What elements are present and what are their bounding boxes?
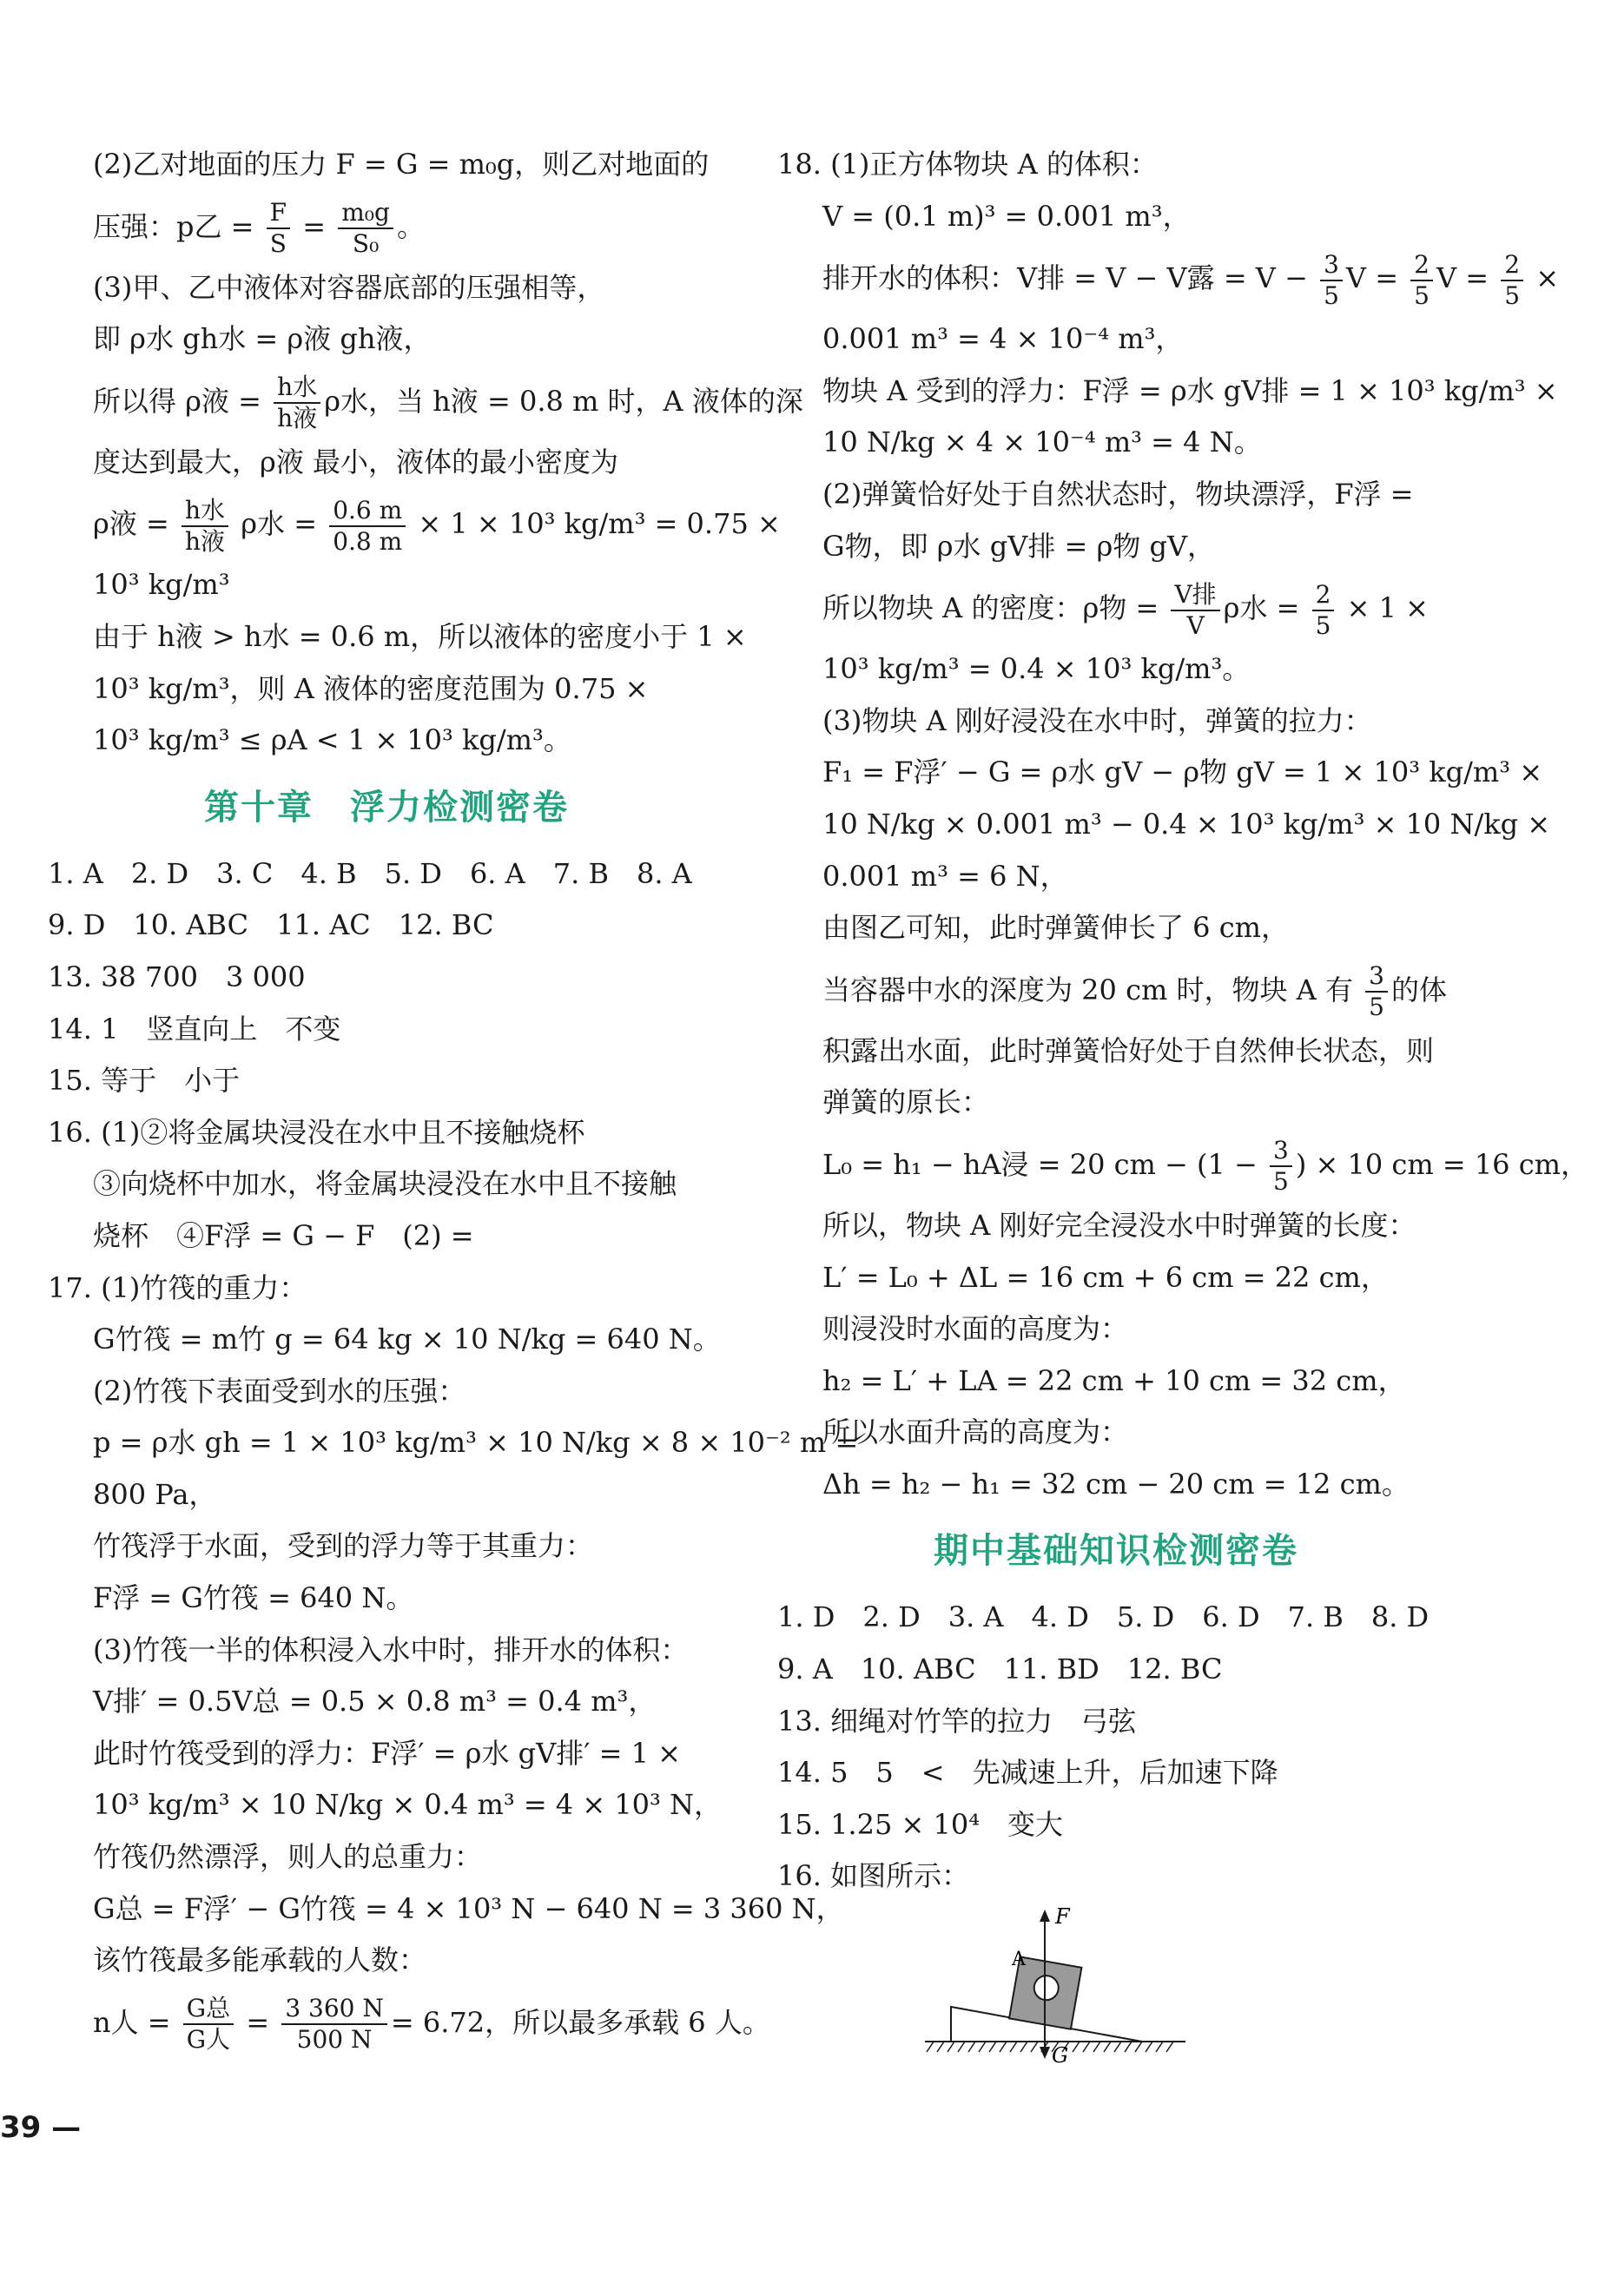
- text-line: 竹筏浮于水面，受到的浮力等于其重力：: [93, 1529, 594, 1563]
- text-line: 度达到最大，ρ液 最小，液体的最小密度为: [93, 445, 618, 478]
- fraction: $\frac{0.6 m}{0.8 m}$: [329, 496, 406, 557]
- answer-line: 9. A 10. ABC 11. BD 12. BC: [777, 1653, 1223, 1686]
- answer-line: 18. (1)正方体物块 A 的体积：: [777, 148, 1158, 181]
- density-formula: 所以物块 A 的密度：ρ物 = $\frac{\text{V排}}{V}$ ρ水 = $\frac{2}{5}$ × 1 ×: [822, 579, 1429, 640]
- fraction: $\frac{\text{G总}}{\text{G人}}$: [183, 1994, 234, 2055]
- text-line: G总 = F浮′ − G竹筏 = 4 × 10³ N − 640 N = 3 360 N，: [93, 1891, 844, 1925]
- answer-line: 9. D 10. ABC 11. AC 12. BC: [48, 908, 494, 942]
- fraction: $\frac{3 360 N}{500 N}$: [281, 1994, 387, 2055]
- text-line: (2)竹筏下表面受到水的压强：: [93, 1374, 466, 1408]
- pressure-formula: 压强：p乙 = $\frac{F}{S}$ = $\frac{\text{m₀g}}{\text{S₀}}$ 。: [93, 198, 425, 259]
- text-line: 则浸没时水面的高度为：: [822, 1312, 1129, 1346]
- text-line: Δh = h₂ − h₁ = 32 cm − 20 cm = 12 cm。: [822, 1467, 1410, 1501]
- text-line: 10 N/kg × 4 × 10⁻⁴ m³ = 4 N。: [822, 426, 1262, 459]
- fraction: $\frac{\text{h水}}{\text{h液}}$: [274, 373, 320, 433]
- text-line: V = (0.1 m)³ = 0.001 m³，: [822, 199, 1191, 233]
- text-line: F₁ = F浮′ − G = ρ水 gV − ρ物 gV = 1 × 10³ kg/m³ ×: [822, 755, 1543, 789]
- text-line: 0.001 m³ = 4 × 10⁻⁴ m³，: [822, 322, 1184, 356]
- answer-line: 13. 38 700 3 000: [48, 960, 306, 993]
- text-line: (2)乙对地面的压力 F = G = m₀g，则乙对地面的: [93, 148, 710, 181]
- midterm-title: 期中基础知识检测密卷: [934, 1531, 1298, 1572]
- page-number: 39 —: [0, 2110, 82, 2145]
- fraction: $\frac{2}{5}$: [1312, 580, 1335, 641]
- fraction: $\frac{\text{h水}}{\text{h液}}$: [182, 496, 228, 557]
- text-line: ③向烧杯中加水，将金属块浸没在水中且不接触: [93, 1167, 677, 1201]
- answer-line: 16. 如图所示：: [777, 1859, 970, 1893]
- text-line: 烧杯 ④F浮 = G − F (2) =: [93, 1218, 474, 1252]
- text-line: (3)竹筏一半的体积浸入水中时，排开水的体积：: [93, 1633, 689, 1666]
- answer-line: 16. (1)②将金属块浸没在水中且不接触烧杯: [48, 1115, 585, 1149]
- text-line: 10 N/kg × 0.001 m³ − 0.4 × 10³ kg/m³ × 10 N/kg ×: [822, 807, 1551, 841]
- answer-line: 13. 细绳对竹竿的拉力 弓弦: [777, 1704, 1137, 1738]
- density-formula: 所以得 ρ液 = $\frac{\text{h水}}{\text{h液}}$ ρ水，当 h液 = 0.8 m 时，A 液体的深: [93, 373, 803, 433]
- text-line: G物，即 ρ水 gV排 = ρ物 gV，: [822, 529, 1216, 563]
- answer-line: 15. 等于 小于: [48, 1064, 241, 1098]
- text-line: 所以水面升高的高度为：: [822, 1415, 1129, 1449]
- fraction: $\frac{3}{5}$: [1270, 1136, 1292, 1197]
- label-f: F: [1055, 1904, 1070, 1930]
- answer-line: 14. 1 竖直向上 不变: [48, 1012, 341, 1046]
- left-column: [48, 139, 859, 2058]
- text-line: 800 Pa，: [93, 1477, 217, 1511]
- depth-line: 当容器中水的深度为 20 cm 时，物块 A 有 $\frac{3}{5}$ 的体: [822, 961, 1447, 1022]
- fraction: $\frac{2}{5}$: [1410, 250, 1433, 311]
- text-line: F浮 = G竹筏 = 640 N。: [93, 1581, 414, 1615]
- text-line: p = ρ水 gh = 1 × 10³ kg/m³ × 10 N/kg × 8 × 10⁻² m =: [93, 1426, 859, 1460]
- text-line: L′ = L₀ + ΔL = 16 cm + 6 cm = 22 cm，: [822, 1260, 1389, 1294]
- fraction: $\frac{3}{5}$: [1320, 250, 1343, 311]
- chapter-title: 第十章 浮力检测密卷: [204, 787, 569, 828]
- text-line: (2)弹簧恰好处于自然状态时，物块漂浮，F浮 =: [822, 477, 1414, 511]
- text-line: 10³ kg/m³，则 A 液体的密度范围为 0.75 ×: [93, 671, 649, 705]
- label-a: A: [1012, 1949, 1026, 1971]
- right-column: [777, 139, 1588, 2111]
- text-line: 此时竹筏受到的浮力：F浮′ = ρ水 gV排′ = 1 ×: [93, 1736, 681, 1770]
- arrow-head-down: [1040, 2047, 1050, 2059]
- fraction: $\frac{F}{S}$: [267, 198, 290, 259]
- answer-line: 15. 1.25 × 10⁴ 变大: [777, 1807, 1064, 1841]
- text-line: 0.001 m³ = 6 N，: [822, 859, 1068, 893]
- text-line: h₂ = L′ + LA = 22 cm + 10 cm = 32 cm，: [822, 1363, 1406, 1397]
- force-diagram: [916, 1903, 1455, 2111]
- original-length-formula: L₀ = h₁ − hA浸 = 20 cm − (1 − $\frac{3}{5}$ ) × 10 cm = 16 cm，: [822, 1136, 1588, 1197]
- text-line: 10³ kg/m³: [93, 568, 230, 602]
- answer-line: 1. D 2. D 3. A 4. D 5. D 6. D 7. B 8. D: [777, 1600, 1430, 1634]
- text-line: 由于 h液 > h水 = 0.6 m，所以液体的密度小于 1 ×: [93, 619, 747, 653]
- text-line: 竹筏仍然漂浮，则人的总重力：: [93, 1840, 483, 1874]
- label-g: G: [1052, 2043, 1069, 2068]
- text-line: (3)甲、乙中液体对容器底部的压强相等，: [93, 270, 605, 304]
- fraction: $\frac{\text{m₀g}}{\text{S₀}}$: [338, 198, 393, 259]
- text-line: 该竹筏最多能承载的人数：: [93, 1943, 427, 1977]
- text-line: 积露出水面，此时弹簧恰好处于自然伸长状态，则: [822, 1033, 1435, 1067]
- fraction: $\frac{2}{5}$: [1501, 250, 1523, 311]
- min-density-formula: ρ液 = $\frac{\text{h水}}{\text{h液}}$ ρ水 = $\frac{0.6 m}{0.8 m}$ × 1 × 10³ kg/m³ = 0.75 ×: [93, 495, 781, 556]
- people-formula: n人 = $\frac{\text{G总}}{\text{G人}}$ = $\frac{3 360 N}{500 N}$ = 6.72，所以最多承载 6 人。: [93, 1994, 770, 2055]
- arrow-head-up: [1040, 1910, 1050, 1922]
- text-line: 由图乙可知，此时弹簧伸长了 6 cm，: [822, 911, 1289, 945]
- answer-line: 1. A 2. D 3. C 4. B 5. D 6. A 7. B 8. A: [48, 856, 692, 890]
- fraction: $\frac{3}{5}$: [1365, 961, 1388, 1022]
- answer-line: 17. (1)竹筏的重力：: [48, 1270, 307, 1304]
- text-line: 弹簧的原长：: [822, 1085, 990, 1119]
- incline-figure: [916, 1903, 1194, 2076]
- text-line: 即 ρ水 gh水 = ρ液 gh液，: [93, 322, 432, 356]
- text-line: G竹筏 = m竹 g = 64 kg × 10 N/kg = 640 N。: [93, 1323, 721, 1356]
- answer-line: 14. 5 5 < 先减速上升，后加速下降: [777, 1756, 1278, 1790]
- text-line: V排′ = 0.5V总 = 0.5 × 0.8 m³ = 0.4 m³，: [93, 1685, 657, 1719]
- displaced-volume-formula: 排开水的体积：V排 = V − V露 = V − $\frac{3}{5}$ V = $\frac{2}{5}$ V = $\frac{2}{5}$ ×: [822, 249, 1560, 310]
- text-line: 10³ kg/m³ = 0.4 × 10³ kg/m³。: [822, 652, 1251, 686]
- text-line: (3)物块 A 刚好浸没在水中时，弹簧的拉力：: [822, 703, 1372, 737]
- text-line: 10³ kg/m³ ≤ ρA < 1 × 10³ kg/m³。: [93, 723, 571, 757]
- text-line: 10³ kg/m³ × 10 N/kg × 0.4 m³ = 4 × 10³ N，: [93, 1788, 723, 1822]
- text-line: 所以，物块 A 刚好完全浸没水中时弹簧的长度：: [822, 1208, 1416, 1242]
- text-line: 物块 A 受到的浮力：F浮 = ρ水 gV排 = 1 × 10³ kg/m³ ×: [822, 373, 1558, 407]
- fraction: $\frac{\text{V排}}{V}$: [1171, 580, 1219, 641]
